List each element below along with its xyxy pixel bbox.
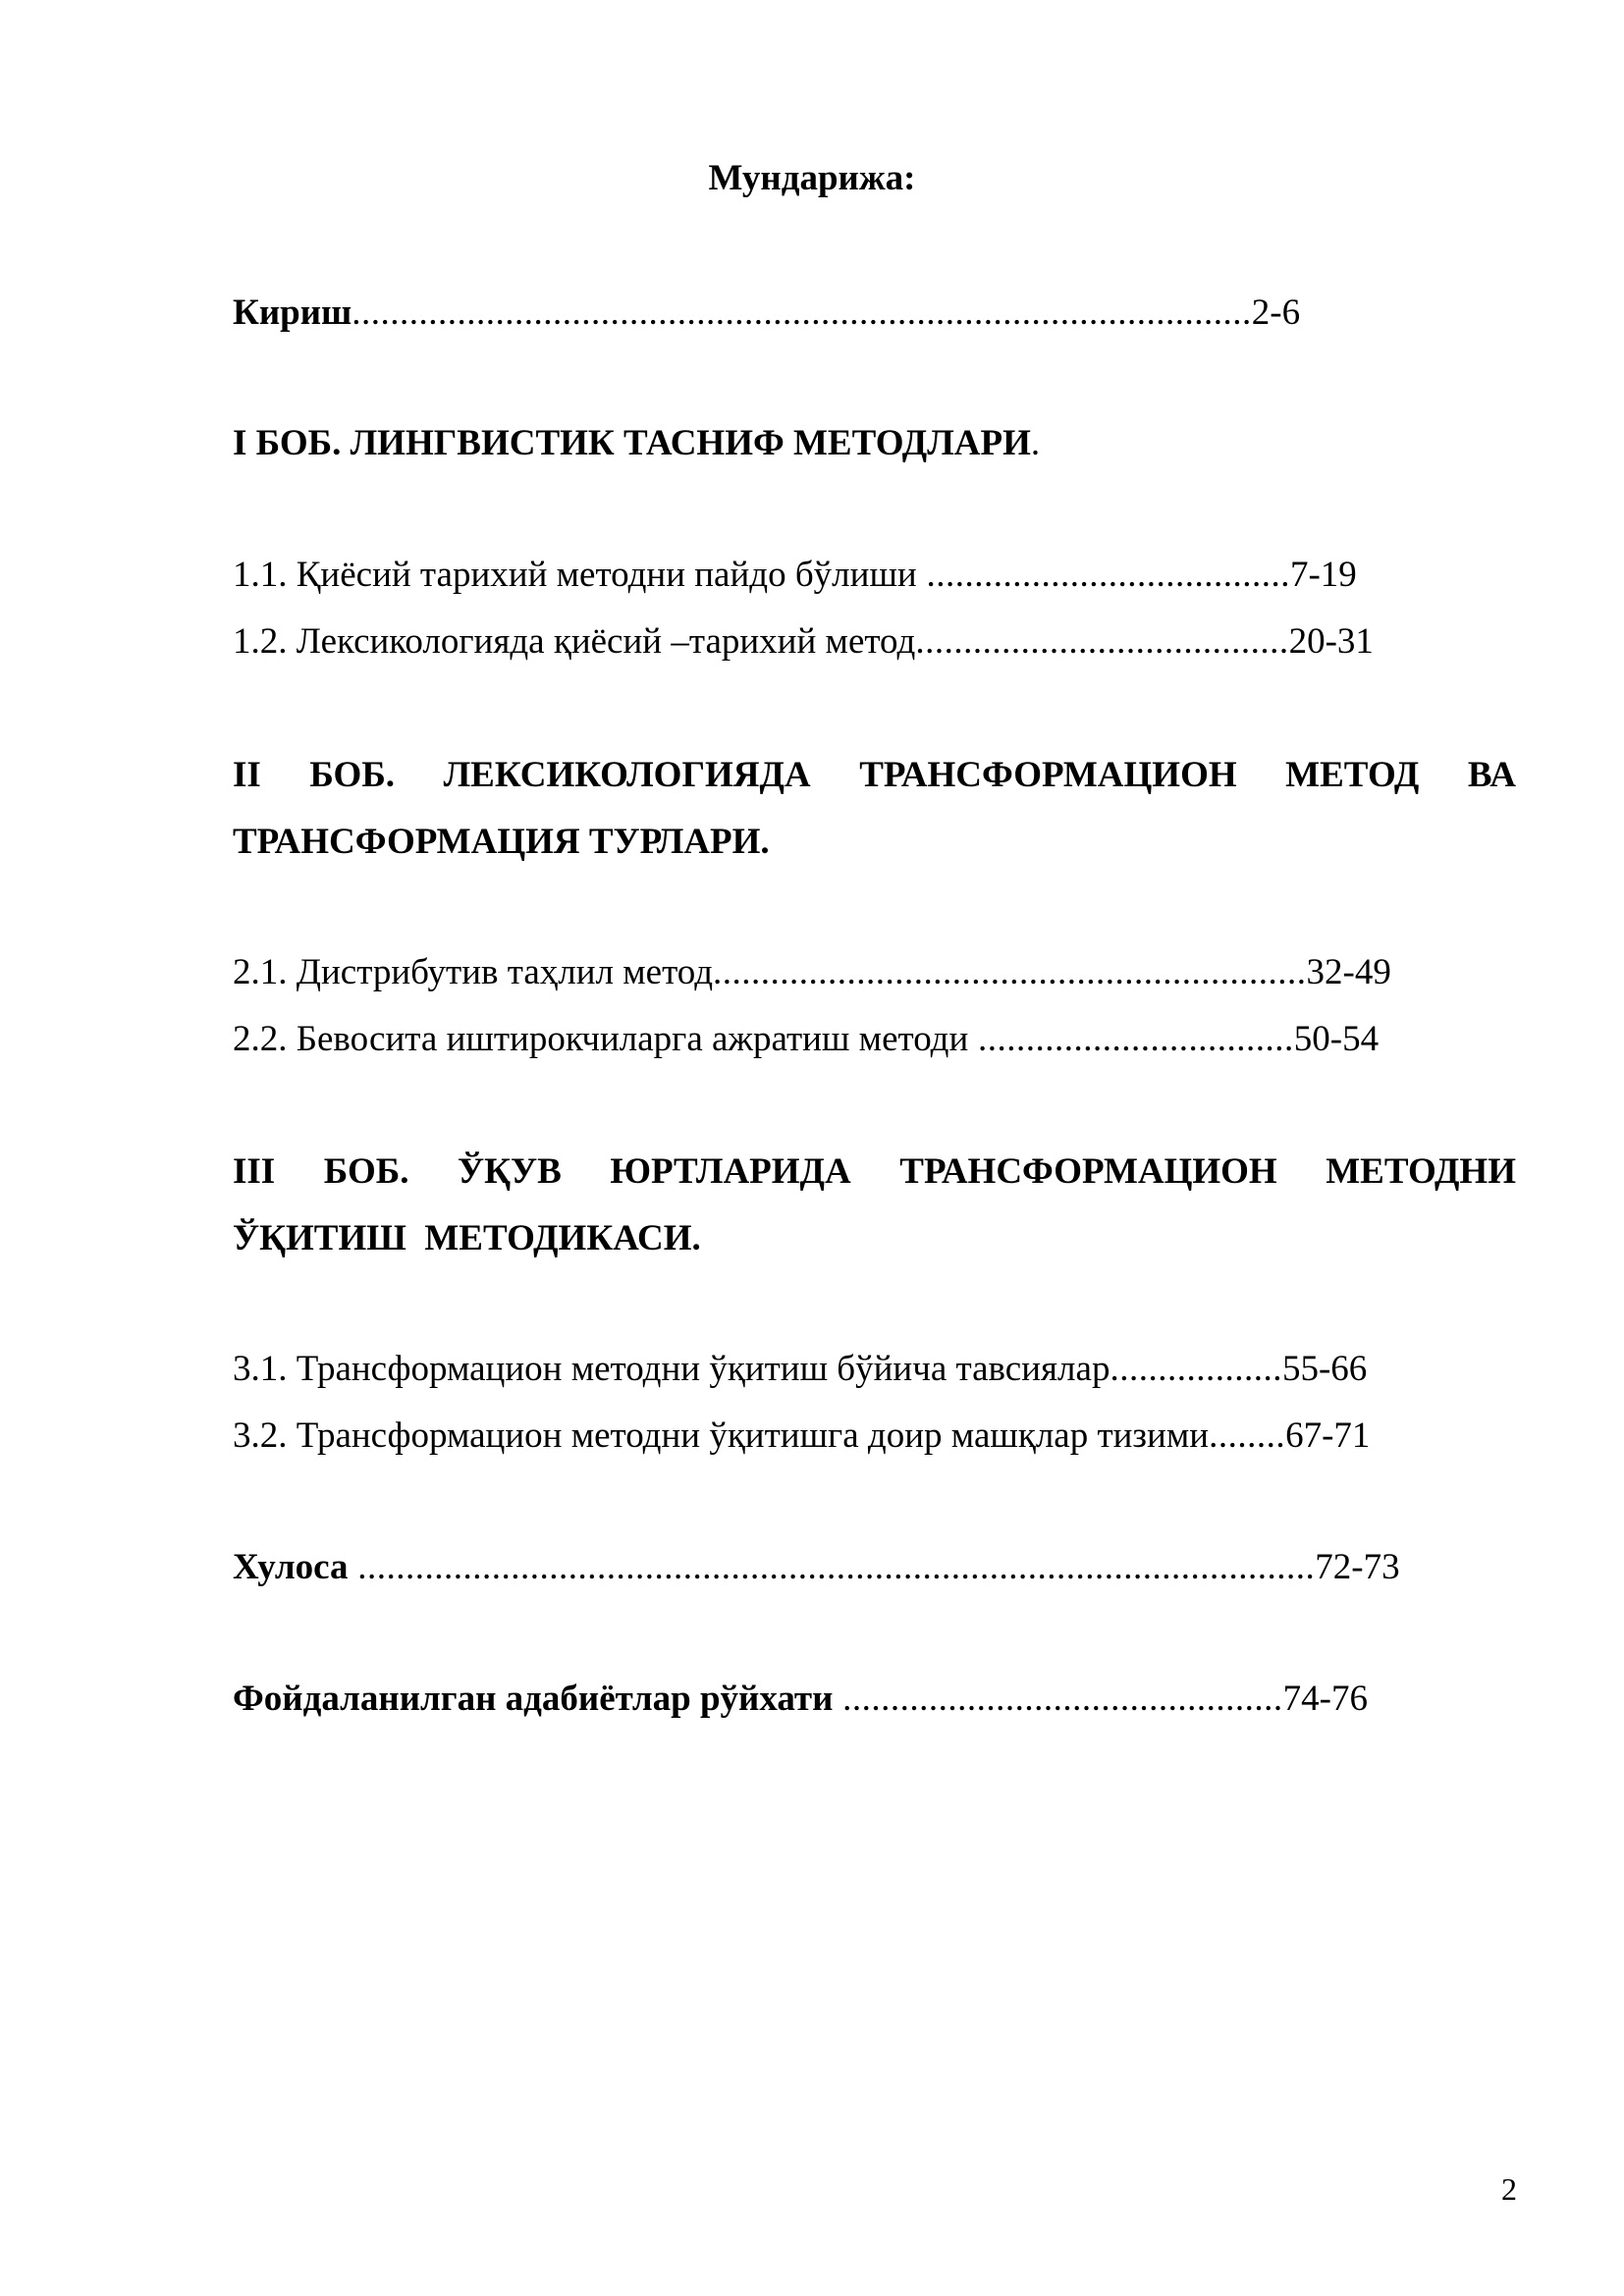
toc-entry-label: 1.1. Қиёсий тарихий методни пайдо бўлиши (233, 555, 917, 595)
page-range: 2-6 (1251, 293, 1301, 333)
page-number: 2 (1501, 2171, 1517, 2207)
toc-entry-2-2 (233, 1016, 1450, 1063)
toc-entry-2-1 (233, 949, 1450, 996)
toc-entry-conclusion (233, 1544, 1450, 1591)
toc-entry-intro (233, 290, 1416, 337)
page-range: 67-71 (1285, 1415, 1371, 1456)
chapter-title-line-2: ТРАНСФОРМАЦИЯ ТУРЛАРИ. (233, 822, 770, 862)
page-range: 20-31 (1288, 621, 1374, 662)
toc-entry-1-1 (233, 552, 1440, 599)
leader-dots: .............................................. (833, 1679, 1283, 1719)
toc-title: Мундарижа: (708, 158, 916, 198)
toc-entry-label: 1.2. Лексикологияда қиёсий –тарихий метод (233, 621, 916, 662)
toc-chapter-3 (233, 1139, 1516, 1272)
toc-entry-references (233, 1676, 1450, 1723)
toc-entry-label: 3.2. Трансформацион методни ўқитишга доир машқлар тизими (233, 1415, 1210, 1456)
toc-entry-3-1 (233, 1346, 1450, 1393)
leader-dots: .................. (1110, 1349, 1282, 1389)
toc-entry-label: Хулоса (233, 1547, 349, 1587)
toc-entry-label: Фойдаланилган адабиётлар рўйхати (233, 1679, 834, 1719)
chapter-title-tail: . (1030, 423, 1041, 463)
page-range: 7-19 (1289, 555, 1357, 595)
page-range: 50-54 (1293, 1019, 1380, 1059)
chapter-title-line-1: III БОБ. ЎҚУВ ЮРТЛАРИДА ТРАНСФОРМАЦИОН МЕТОДНИ (233, 1151, 1516, 1192)
leader-dots: .................................................................................................... (348, 1547, 1316, 1587)
toc-chapter-2 (233, 742, 1516, 876)
leader-dots: .............................................................. (713, 952, 1307, 992)
toc-entry-1-2 (233, 618, 1460, 666)
toc-entry-label: Кириш (233, 293, 352, 333)
chapter-title: I БОБ. ЛИНГВИСТИК ТАСНИФ МЕТОДЛАРИ (233, 423, 1031, 463)
leader-dots: ........ (1209, 1415, 1286, 1456)
toc-chapter-1 (233, 420, 1215, 467)
toc-entry-label: 2.2. Бевосита иштирокчиларга ажратиш методи (233, 1019, 969, 1059)
leader-dots: ...................................... (916, 555, 1290, 595)
page-range: 72-73 (1315, 1547, 1400, 1587)
toc-entry-label: 2.1. Дистрибутив таҳлил метод (233, 952, 714, 992)
leader-dots: ....................................... (915, 621, 1289, 662)
leader-dots: .............................................................................................. (352, 293, 1252, 333)
chapter-title-line-1: II БОБ. ЛЕКСИКОЛОГИЯДА ТРАНСФОРМАЦИОН МЕТОД ВА (233, 755, 1516, 795)
chapter-title-line-2: ЎҚИТИШ МЕТОДИКАСИ. (233, 1218, 701, 1258)
page-range: 32-49 (1306, 952, 1391, 992)
toc-entry-label: 3.1. Трансформацион методни ўқитиш бўйича тавсиялар (233, 1349, 1110, 1389)
page-range: 74-76 (1282, 1679, 1368, 1719)
toc-entry-3-2 (233, 1413, 1450, 1460)
leader-dots: ................................. (968, 1019, 1294, 1059)
page-range: 55-66 (1281, 1349, 1368, 1389)
